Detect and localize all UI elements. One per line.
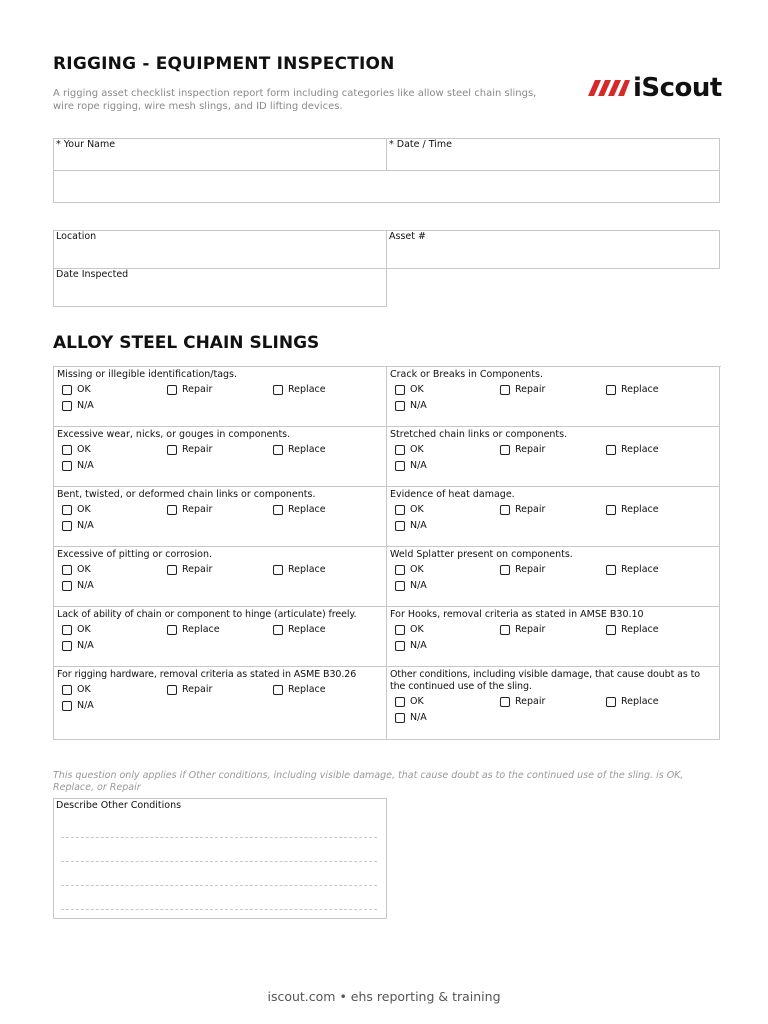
- checkbox-icon[interactable]: [273, 625, 283, 635]
- option-label: Replace: [288, 684, 326, 695]
- option-label: N/A: [77, 700, 94, 711]
- option-repair[interactable]: [500, 504, 545, 515]
- option-label: Repair: [515, 504, 546, 515]
- checklist-row: [54, 667, 721, 740]
- logo-slashes-icon: [588, 80, 630, 96]
- conditional-note: This question only applies if Other conditions, including visible damage, that cause doubt as to the continued use of the sling. is OK, Replace, or Repair: [53, 770, 684, 793]
- answer-options: [390, 696, 716, 732]
- option-label: Repair: [182, 684, 213, 695]
- checkbox-icon[interactable]: [395, 697, 405, 707]
- checkbox-icon[interactable]: [395, 385, 405, 395]
- question-text: Weld Splatter present on components.: [390, 549, 573, 560]
- checklist-row: [54, 547, 721, 607]
- checkbox-icon[interactable]: [62, 385, 72, 395]
- section-title: ALLOY STEEL CHAIN SLINGS: [53, 333, 320, 353]
- checkbox-icon[interactable]: [273, 505, 283, 515]
- question-cell: [387, 487, 720, 547]
- option-ok[interactable]: [395, 564, 424, 575]
- option-label: Replace: [621, 624, 659, 635]
- option-label: N/A: [77, 580, 94, 591]
- checkbox-icon[interactable]: [395, 401, 405, 411]
- checkbox-icon[interactable]: [62, 565, 72, 575]
- checklist-grid: [53, 366, 721, 740]
- option-label: N/A: [77, 640, 94, 651]
- option-na[interactable]: [62, 400, 94, 411]
- answer-options: [390, 384, 716, 420]
- option-replace[interactable]: [273, 384, 326, 395]
- checkbox-icon[interactable]: [167, 385, 177, 395]
- option-na[interactable]: [62, 520, 94, 531]
- answer-options: [57, 504, 383, 540]
- option-label: N/A: [410, 712, 427, 723]
- option-na[interactable]: [62, 580, 94, 591]
- option-label: Repair: [182, 504, 213, 515]
- option-replace[interactable]: [273, 564, 326, 575]
- question-text: Stretched chain links or components.: [390, 429, 568, 440]
- option-label: Replace: [288, 624, 326, 635]
- checkbox-icon[interactable]: [395, 461, 405, 471]
- option-repair[interactable]: [500, 696, 545, 707]
- describe-other-field[interactable]: [53, 798, 387, 919]
- option-ok[interactable]: [62, 504, 91, 515]
- checkbox-icon[interactable]: [62, 625, 72, 635]
- iscout-logo: [588, 72, 722, 104]
- option-ok[interactable]: [62, 384, 91, 395]
- checkbox-icon[interactable]: [62, 701, 72, 711]
- location-field[interactable]: [53, 230, 387, 269]
- text-line: [61, 909, 377, 910]
- question-cell: [54, 427, 387, 487]
- checkbox-icon[interactable]: [395, 505, 405, 515]
- option-repair[interactable]: [500, 564, 545, 575]
- option-label: OK: [77, 564, 91, 575]
- checkbox-icon[interactable]: [167, 445, 177, 455]
- option-na[interactable]: [395, 400, 427, 411]
- option-na[interactable]: [395, 460, 427, 471]
- option-ok[interactable]: [62, 624, 91, 635]
- option-label: Repair: [515, 384, 546, 395]
- option-ok[interactable]: [62, 684, 91, 695]
- checkbox-icon[interactable]: [167, 685, 177, 695]
- option-label: Repair: [182, 444, 213, 455]
- option-label: Replace: [621, 504, 659, 515]
- option-replace[interactable]: [273, 684, 326, 695]
- checkbox-icon[interactable]: [500, 565, 510, 575]
- question-cell: [387, 607, 720, 667]
- text-line: [61, 861, 377, 862]
- option-repair[interactable]: [167, 444, 212, 455]
- checkbox-icon[interactable]: [395, 565, 405, 575]
- option-ok[interactable]: [395, 444, 424, 455]
- question-text: For Hooks, removal criteria as stated in AMSE B30.10: [390, 609, 644, 620]
- option-replace[interactable]: [606, 624, 659, 635]
- option-label: N/A: [77, 460, 94, 471]
- question-cell: [387, 547, 720, 607]
- option-label: N/A: [410, 580, 427, 591]
- option-label: OK: [410, 504, 424, 515]
- option-label: N/A: [77, 520, 94, 531]
- question-text: For rigging hardware, removal criteria as stated in ASME B30.26: [57, 669, 357, 680]
- your-name-label: * Your Name: [56, 139, 116, 150]
- option-label: Replace: [288, 444, 326, 455]
- answer-options: [390, 564, 716, 600]
- answer-options: [390, 624, 716, 660]
- checkbox-icon[interactable]: [606, 697, 616, 707]
- option-label: Repair: [182, 384, 213, 395]
- option-replace[interactable]: [273, 504, 326, 515]
- checkbox-icon[interactable]: [500, 625, 510, 635]
- option-ok[interactable]: [62, 444, 91, 455]
- footer-text: iscout.com • ehs reporting & training: [267, 989, 501, 1004]
- checkbox-icon[interactable]: [500, 385, 510, 395]
- option-label: Repair: [515, 624, 546, 635]
- option-repair[interactable]: [167, 564, 212, 575]
- describe-other-label: Describe Other Conditions: [56, 800, 182, 811]
- logo-text: iScout: [633, 73, 722, 103]
- option-na[interactable]: [395, 520, 427, 531]
- date-time-label: * Date / Time: [389, 139, 452, 150]
- option-repair[interactable]: [167, 504, 212, 515]
- checklist-row: [54, 487, 721, 547]
- checkbox-icon[interactable]: [606, 625, 616, 635]
- answer-options: [57, 624, 383, 660]
- option-label: OK: [77, 504, 91, 515]
- name-date-divider: [386, 138, 387, 170]
- checkbox-icon[interactable]: [62, 685, 72, 695]
- checkbox-icon[interactable]: [167, 625, 177, 635]
- option-label: N/A: [410, 520, 427, 531]
- checkbox-icon[interactable]: [395, 641, 405, 651]
- checkbox-icon[interactable]: [606, 505, 616, 515]
- option-label: Replace: [621, 564, 659, 575]
- checkbox-icon[interactable]: [167, 565, 177, 575]
- question-text: Bent, twisted, or deformed chain links or components.: [57, 489, 316, 500]
- question-text: Missing or illegible identification/tags.: [57, 369, 238, 380]
- checkbox-icon[interactable]: [395, 625, 405, 635]
- option-label: N/A: [410, 640, 427, 651]
- option-replace[interactable]: [273, 624, 326, 635]
- option-repair[interactable]: [500, 384, 545, 395]
- option-na[interactable]: [62, 700, 94, 711]
- option-label: Replace: [621, 444, 659, 455]
- option-repair[interactable]: [500, 624, 545, 635]
- option-na[interactable]: [395, 580, 427, 591]
- checkbox-icon[interactable]: [395, 521, 405, 531]
- option-label: OK: [410, 444, 424, 455]
- option-replace[interactable]: [606, 696, 659, 707]
- option-label: OK: [77, 444, 91, 455]
- option-label: Replace: [288, 384, 326, 395]
- question-text: Excessive of pitting or corrosion.: [57, 549, 213, 560]
- option-ok[interactable]: [395, 624, 424, 635]
- date-inspected-label: Date Inspected: [56, 269, 129, 280]
- checkbox-icon[interactable]: [606, 565, 616, 575]
- checkbox-icon[interactable]: [273, 565, 283, 575]
- checkbox-icon[interactable]: [500, 697, 510, 707]
- question-text: Evidence of heat damage.: [390, 489, 515, 500]
- option-replace[interactable]: [606, 564, 659, 575]
- option-repair[interactable]: [167, 684, 212, 695]
- checkbox-icon[interactable]: [167, 505, 177, 515]
- option-replace[interactable]: [273, 444, 326, 455]
- asset-field[interactable]: [386, 230, 720, 269]
- answer-options: [57, 564, 383, 600]
- option-label: OK: [410, 384, 424, 395]
- question-cell: [54, 487, 387, 547]
- answer-options: [390, 504, 716, 540]
- option-replace[interactable]: [606, 444, 659, 455]
- option-label: Replace: [288, 504, 326, 515]
- option-ok[interactable]: [395, 696, 424, 707]
- checkbox-icon[interactable]: [62, 641, 72, 651]
- checklist-row: [54, 427, 721, 487]
- page-title: RIGGING - EQUIPMENT INSPECTION: [53, 54, 395, 74]
- option-label: OK: [410, 696, 424, 707]
- option-label: OK: [77, 384, 91, 395]
- checklist-row: [54, 367, 721, 427]
- option-label: Repair: [515, 696, 546, 707]
- question-cell: [387, 367, 720, 427]
- option-label: N/A: [410, 400, 427, 411]
- question-cell: [387, 427, 720, 487]
- question-cell: [387, 667, 720, 740]
- option-label: N/A: [77, 400, 94, 411]
- option-repair[interactable]: [500, 444, 545, 455]
- checkbox-icon[interactable]: [606, 445, 616, 455]
- option-label: OK: [410, 564, 424, 575]
- text-line: [61, 885, 377, 886]
- checkbox-icon[interactable]: [606, 385, 616, 395]
- answer-options: [57, 444, 383, 480]
- option-label: Replace: [621, 384, 659, 395]
- checkbox-icon[interactable]: [62, 401, 72, 411]
- checkbox-icon[interactable]: [500, 505, 510, 515]
- page-subtitle: A rigging asset checklist inspection report form including categories like allow steel chain slings, wire rope rigging, wire mesh slings, and ID lifting devices.: [53, 88, 537, 112]
- option-na[interactable]: [395, 640, 427, 651]
- option-na[interactable]: [395, 712, 427, 723]
- option-na[interactable]: [62, 640, 94, 651]
- option-na[interactable]: [62, 460, 94, 471]
- checkbox-icon[interactable]: [500, 445, 510, 455]
- option-ok[interactable]: [62, 564, 91, 575]
- question-cell: [54, 607, 387, 667]
- option-label: OK: [77, 624, 91, 635]
- option-ok[interactable]: [395, 504, 424, 515]
- answer-options: [57, 684, 383, 720]
- question-text: Crack or Breaks in Components.: [390, 369, 543, 380]
- checkbox-icon[interactable]: [62, 505, 72, 515]
- checkbox-icon[interactable]: [395, 713, 405, 723]
- option-replace[interactable]: [606, 504, 659, 515]
- question-cell: [54, 367, 387, 427]
- checklist-row: [54, 607, 721, 667]
- checkbox-icon[interactable]: [273, 685, 283, 695]
- option-label: Repair: [515, 564, 546, 575]
- option-label: OK: [77, 684, 91, 695]
- option-ok[interactable]: [395, 384, 424, 395]
- option-label: Replace: [288, 564, 326, 575]
- checkbox-icon[interactable]: [62, 521, 72, 531]
- checkbox-icon[interactable]: [273, 445, 283, 455]
- location-label: Location: [56, 231, 97, 242]
- asset-label: Asset #: [389, 231, 426, 242]
- option-label: Repair: [515, 444, 546, 455]
- question-text: Lack of ability of chain or component to hinge (articulate) freely.: [57, 609, 357, 620]
- answer-options: [57, 384, 383, 420]
- option-label: Replace: [182, 624, 220, 635]
- checkbox-icon[interactable]: [395, 581, 405, 591]
- text-line: [61, 837, 377, 838]
- answer-options: [390, 444, 716, 480]
- question-text: Other conditions, including visible damage, that cause doubt as to the continued use of the sling.: [390, 669, 700, 692]
- option-label: N/A: [410, 460, 427, 471]
- question-text: Excessive wear, nicks, or gouges in components.: [57, 429, 291, 440]
- option-label: OK: [410, 624, 424, 635]
- question-cell: [54, 667, 387, 740]
- checkbox-icon[interactable]: [273, 385, 283, 395]
- option-replace[interactable]: [167, 624, 220, 635]
- option-label: Replace: [621, 696, 659, 707]
- checkbox-icon[interactable]: [62, 461, 72, 471]
- checkbox-icon[interactable]: [62, 581, 72, 591]
- name-date-input[interactable]: [54, 171, 719, 202]
- checkbox-icon[interactable]: [62, 445, 72, 455]
- option-repair[interactable]: [167, 384, 212, 395]
- checkbox-icon[interactable]: [395, 445, 405, 455]
- question-cell: [54, 547, 387, 607]
- option-label: Repair: [182, 564, 213, 575]
- option-replace[interactable]: [606, 384, 659, 395]
